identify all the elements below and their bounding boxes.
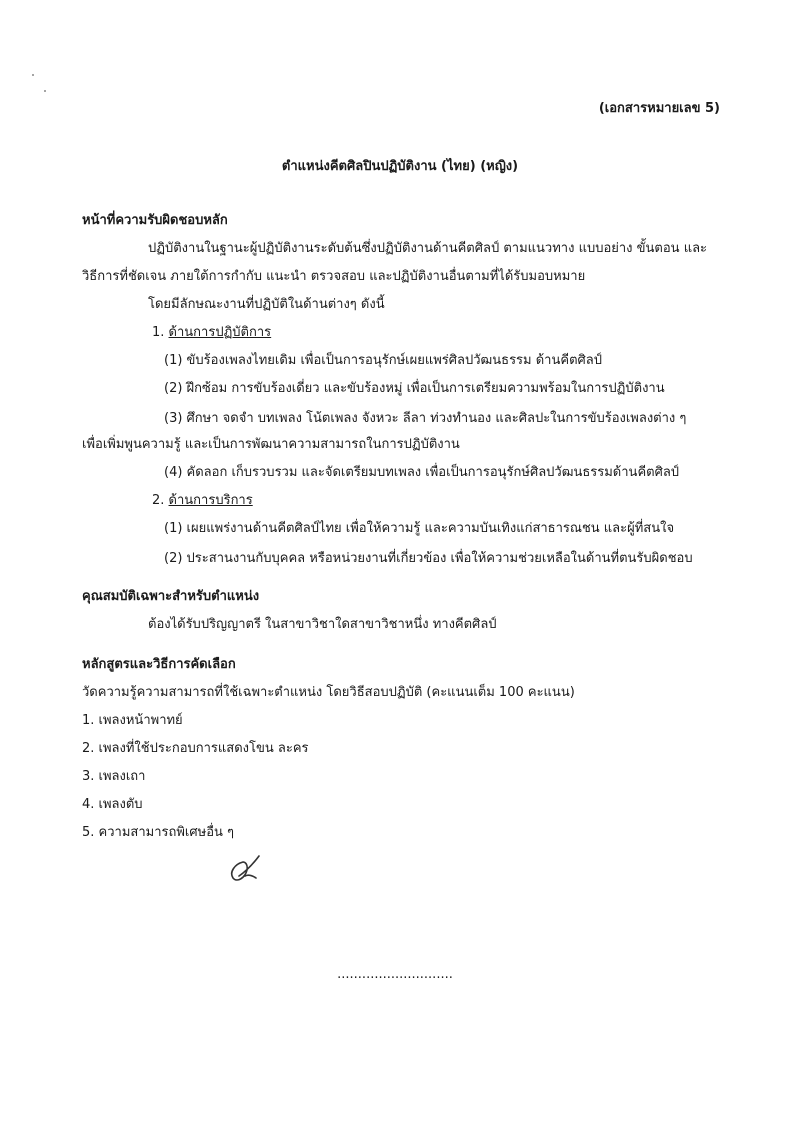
- services-number: 2.: [152, 493, 165, 508]
- duties-heading: หน้าที่ความรับผิดชอบหลัก: [82, 213, 228, 228]
- duties-intro-line: วิธีการที่ชัดเจน ภายใต้การกำกับ แนะนำ ตรวจสอบ และปฏิบัติงานอื่นตามที่ได้รับมอบหมาย: [82, 269, 586, 284]
- selection-heading: หลักสูตรและวิธีการคัดเลือก: [82, 657, 236, 672]
- operations-label: ด้านการปฏิบัติการ: [168, 325, 272, 340]
- duties-intro-line: ปฏิบัติงานในฐานะผู้ปฏิบัติงานระดับต้นซึ่งปฏิบัติงานด้านคีตศิลป์ ตามแนวทาง แบบอย่าง ขั้นตอน และ: [148, 241, 708, 256]
- operations-item: (2) ฝึกซ้อม การขับร้องเดี่ยว และขับร้องหมู่ เพื่อเป็นการเตรียมความพร้อมในการปฏิบัติงาน: [164, 381, 665, 396]
- operations-item: (3) ศึกษา จดจำ บทเพลง โน้ตเพลง จังหวะ ลีลา ท่วงทำนอง และศิลปะในการขับร้องเพลงต่าง ๆ: [164, 411, 687, 426]
- operations-item-continued: เพื่อเพิ่มพูนความรู้ และเป็นการพัฒนาความสามารถในการปฏิบัติงาน: [82, 437, 460, 452]
- scan-speck: [44, 90, 46, 92]
- selection-item: 5. ความสามารถพิเศษอื่น ๆ: [82, 825, 235, 840]
- selection-intro: วัดความรู้ความสามารถที่ใช้เฉพาะตำแหน่ง โดยวิธีสอบปฏิบัติ (คะแนนเต็ม 100 คะแนน): [82, 685, 575, 700]
- qualifications-text: ต้องได้รับปริญญาตรี ในสาขาวิชาใดสาขาวิชาหนึ่ง ทางคีตศิลป์: [148, 617, 497, 632]
- selection-item: 1. เพลงหน้าพาทย์: [82, 713, 183, 728]
- selection-item: 4. เพลงตับ: [82, 797, 143, 812]
- doc-number: (เอกสารหมายเลข 5): [598, 101, 720, 116]
- services-item: (1) เผยแพร่งานด้านคีตศิลป์ไทย เพื่อให้ความรู้ และความบันเทิงแก่สาธารณชน และผู้ที่สนใจ: [164, 521, 675, 536]
- footer-dots: ............................: [337, 967, 453, 982]
- qualifications-heading: คุณสมบัติเฉพาะสำหรับตำแหน่ง: [82, 589, 260, 604]
- selection-item: 2. เพลงที่ใช้ประกอบการแสดงโขน ละคร: [82, 741, 309, 756]
- operations-heading: [152, 324, 271, 342]
- services-label: ด้านการบริการ: [168, 493, 253, 508]
- duties-intro-line: โดยมีลักษณะงานที่ปฏิบัติในด้านต่างๆ ดังนี้: [148, 297, 385, 312]
- operations-item: (4) คัดลอก เก็บรวบรวม และจัดเตรียมบทเพลง เพื่อเป็นการอนุรักษ์ศิลปวัฒนธรรมด้านคีตศิลป์: [164, 465, 680, 480]
- page-title: ตำแหน่งคีตศิลปินปฏิบัติงาน (ไทย) (หญิง): [281, 159, 519, 174]
- operations-number: 1.: [152, 325, 165, 340]
- operations-item: (1) ขับร้องเพลงไทยเดิม เพื่อเป็นการอนุรักษ์เผยแพร่ศิลปวัฒนธรรม ด้านคีตศิลป์: [164, 353, 602, 368]
- services-item: (2) ประสานงานกับบุคคล หรือหน่วยงานที่เกี่ยวข้อง เพื่อให้ความช่วยเหลือในด้านที่ตนรับผิดชอบ: [164, 551, 693, 566]
- selection-item: 3. เพลงเถา: [82, 769, 146, 784]
- scan-speck: [32, 74, 34, 76]
- services-heading: [152, 492, 253, 510]
- signature-initials: [225, 852, 265, 884]
